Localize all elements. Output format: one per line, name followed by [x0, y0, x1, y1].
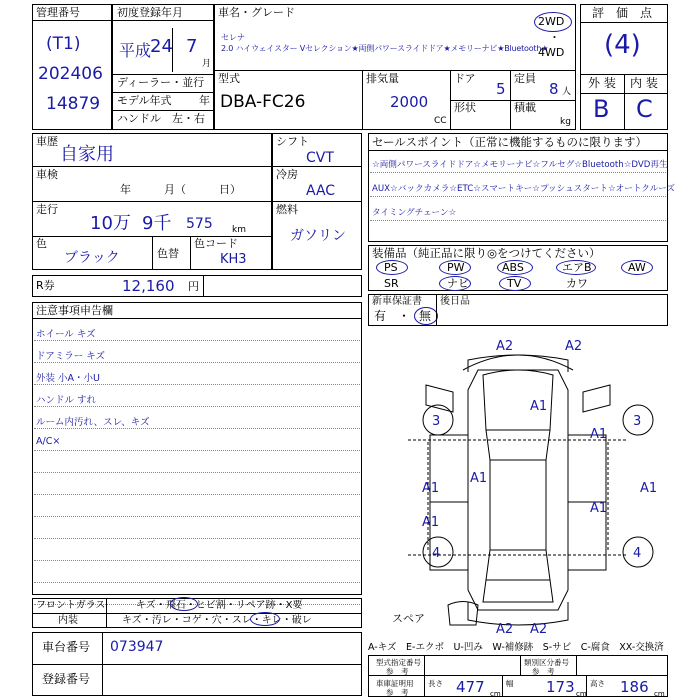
- mark-front-left: A2: [496, 339, 514, 354]
- load-label: 積載: [514, 101, 536, 114]
- length-unit: cm: [490, 690, 501, 698]
- displacement: 2000: [390, 93, 429, 111]
- mark-left-door-front: A1: [422, 481, 440, 496]
- warranty-value: 有 ・: [374, 309, 411, 323]
- kanri-label: 管理番号: [36, 6, 80, 19]
- height-value: 186: [620, 678, 649, 696]
- ac: AAC: [306, 183, 336, 199]
- reg-year: 24: [150, 36, 173, 57]
- katashiki-label: 型式: [218, 72, 240, 85]
- recycle-value: 12,160: [122, 277, 175, 295]
- capacity: 8: [549, 80, 559, 98]
- handle-label: ハンドル 左・右: [117, 112, 205, 125]
- sales-points-label: セールスポイント（正常に機能するものに限ります）: [372, 135, 647, 149]
- mark-right-door-front: A1: [640, 481, 658, 496]
- mark-right-door-rear: A1: [590, 501, 608, 516]
- interior-cond-label: 内装: [58, 615, 78, 626]
- warranty-label: 新車保証書: [372, 296, 422, 307]
- drive-2wd: 2WD: [538, 15, 565, 28]
- equip-pw: PW: [447, 261, 465, 274]
- shaken-label: 車検: [36, 168, 58, 181]
- katashiki-designation-label: 型式指定番号: [376, 658, 421, 667]
- equip-sr: SR: [384, 277, 399, 290]
- drive-4wd: 4WD: [538, 46, 565, 59]
- registration-label: 登録番号: [42, 672, 91, 686]
- model-year-unit: 年: [199, 94, 210, 107]
- mark-rear-right: A2: [530, 622, 548, 637]
- color-code: KH3: [220, 252, 247, 267]
- interior-score: C: [636, 95, 653, 123]
- equip-aw: AW: [628, 261, 646, 274]
- recycle-unit: 円: [188, 280, 199, 293]
- length-label: 長さ: [428, 679, 443, 688]
- month-unit: 月: [202, 59, 212, 69]
- doors: 5: [496, 80, 506, 98]
- shift-label: シフト: [276, 135, 309, 148]
- score-label: 評 価 点: [592, 6, 653, 20]
- kanri-number-1: 202406: [38, 64, 103, 84]
- sales-point-2: AUX☆バックカメラ☆ETC☆スマートキー☆プッシュスタート☆オートクルーズ: [372, 184, 675, 194]
- spare-label: スペア: [392, 612, 425, 625]
- front-glass-label: フロントガラス: [36, 600, 106, 611]
- mark-left-door-rear: A1: [422, 515, 440, 530]
- note-line: ルーム内汚れ、スレ、キズ: [36, 417, 150, 428]
- warranty-circle: [414, 307, 438, 325]
- equip-pw-circle: [439, 260, 471, 275]
- mark-roof: A1: [470, 471, 488, 486]
- color-change-label: 色替: [157, 247, 179, 260]
- color: ブラック: [64, 250, 120, 266]
- grade: 2.0 ハイウェイスター Vセレクション★両側パワースライドドア★メモリーナビ★Bluetooth★: [221, 44, 549, 53]
- notes-label: 注意事項申告欄: [36, 304, 113, 317]
- sales-point-3: タイミングチェーン☆: [372, 208, 457, 218]
- shomei-sub: 参 考: [386, 688, 409, 697]
- equip-aw-circle: [621, 260, 653, 275]
- note-line: ハンドル すれ: [36, 395, 97, 406]
- notes-box: [32, 302, 362, 595]
- equip-abs-circle: [497, 260, 533, 275]
- mileage-label: 走行: [36, 203, 58, 216]
- mileage-man: 10万: [90, 213, 131, 234]
- mark-tire-front-right: 3: [633, 414, 642, 429]
- car-name: セレナ: [221, 33, 245, 42]
- width-value: 173: [546, 678, 575, 696]
- katashiki-designation-sub: 参 考: [386, 667, 409, 676]
- exterior-label: 外 装: [588, 76, 616, 90]
- warranty-circled: 無: [419, 309, 432, 323]
- height-label: 高さ: [590, 679, 605, 688]
- dealer-label: ディーラー・並行: [117, 76, 205, 89]
- equip-tv: TV: [507, 277, 522, 290]
- interior-label: 内 装: [630, 76, 658, 90]
- length-value: 477: [456, 678, 485, 696]
- shomei-label: 車庫証明用: [376, 679, 414, 688]
- recycle-label: R券: [36, 279, 55, 292]
- width-unit: cm: [576, 690, 587, 698]
- note-line: ドアミラー キズ: [36, 351, 106, 362]
- car-diagram-svg: [368, 330, 668, 640]
- mark-hood: A1: [530, 399, 548, 414]
- score-value: (4): [604, 30, 641, 60]
- interior-cond-items: キズ・汚レ・コゲ・穴・スレ・キレ・破レ: [122, 615, 312, 626]
- drive-sep: ・: [549, 31, 560, 44]
- kanri-number-2: 14879: [46, 94, 101, 114]
- equip-leather: カワ: [566, 277, 588, 290]
- door-label: ドア: [454, 72, 476, 85]
- mileage-sen: 9千: [142, 213, 172, 234]
- kg-unit: kg: [560, 117, 571, 127]
- note-line: 外装 小A・小U: [36, 373, 100, 384]
- color-code-label: 色コード: [194, 237, 238, 250]
- shaken-format: 年 月（ 日）: [120, 183, 241, 196]
- equipment-label: 装備品（純正品に限り◎をつけてください）: [372, 246, 601, 260]
- capacity-label: 定員: [514, 72, 536, 85]
- mileage-rest: 575: [186, 216, 213, 232]
- mark-front-right: A2: [565, 339, 583, 354]
- katashiki: DBA-FC26: [220, 92, 306, 112]
- bunrui-sub: 参 考: [532, 667, 555, 676]
- reg-month: 7: [186, 36, 198, 57]
- mark-tire-rear-right: 4: [633, 546, 642, 561]
- ac-label: 冷房: [276, 168, 298, 181]
- height-unit: cm: [654, 690, 665, 698]
- cc-unit: CC: [434, 116, 447, 126]
- history-label: 車歴: [36, 135, 58, 148]
- equip-airbag: エアB: [562, 261, 592, 274]
- displacement-label: 排気量: [366, 72, 399, 85]
- equip-ps-circle: [376, 260, 408, 275]
- first-reg-label: 初度登録年月: [117, 6, 183, 19]
- color-label: 色: [36, 237, 47, 250]
- car-diagram: [368, 330, 668, 640]
- km-unit: km: [232, 225, 246, 235]
- mark-tire-rear-left: 4: [432, 546, 441, 561]
- chassis-label: 車台番号: [42, 640, 91, 654]
- width-label: 幅: [506, 679, 514, 688]
- equip-abs: ABS: [502, 261, 524, 274]
- damage-legend: A-キズ E-エクボ U-凹み W-補修跡 S-サビ C-腐食 XX-交換済: [368, 642, 664, 653]
- note-line: A/C×: [36, 436, 61, 447]
- front-glass-circle: [170, 597, 198, 611]
- equip-airbag-circle: [556, 260, 596, 275]
- front-glass-items: キズ・飛石・ヒビ割・リペア跡・X要: [136, 600, 303, 611]
- sales-point-1: ☆両側パワースライドドア☆メモリーナビ☆フルセグ☆Bluetooth☆DVD再生: [372, 160, 668, 170]
- equip-navi-circle: [439, 276, 471, 291]
- capacity-unit: 人: [562, 87, 572, 97]
- later-items-label: 後日品: [440, 296, 470, 307]
- kanri-code: (T1): [46, 34, 81, 54]
- era: 平成: [119, 41, 152, 60]
- fuel: ガソリン: [290, 228, 346, 244]
- shift: CVT: [306, 150, 334, 166]
- exterior-score: B: [593, 95, 610, 123]
- car-name-label: 車名・グレード: [218, 6, 295, 19]
- equip-navi: ナビ: [447, 277, 469, 290]
- mark-tire-front-left: 3: [432, 414, 441, 429]
- mark-fender-right: A1: [590, 427, 608, 442]
- equip-tv-circle: [499, 276, 531, 291]
- mark-rear-left: A2: [496, 622, 514, 637]
- note-line: ホイール キズ: [36, 329, 96, 340]
- equip-ps: PS: [384, 261, 398, 274]
- shape-label: 形状: [454, 101, 476, 114]
- history-value: 自家用: [60, 144, 114, 165]
- model-year-label: モデル年式: [117, 94, 172, 107]
- chassis-number: 073947: [110, 639, 164, 655]
- bunrui-label: 類別区分番号: [524, 658, 569, 667]
- fuel-label: 燃料: [276, 203, 298, 216]
- interior-cond-circle: [250, 612, 280, 626]
